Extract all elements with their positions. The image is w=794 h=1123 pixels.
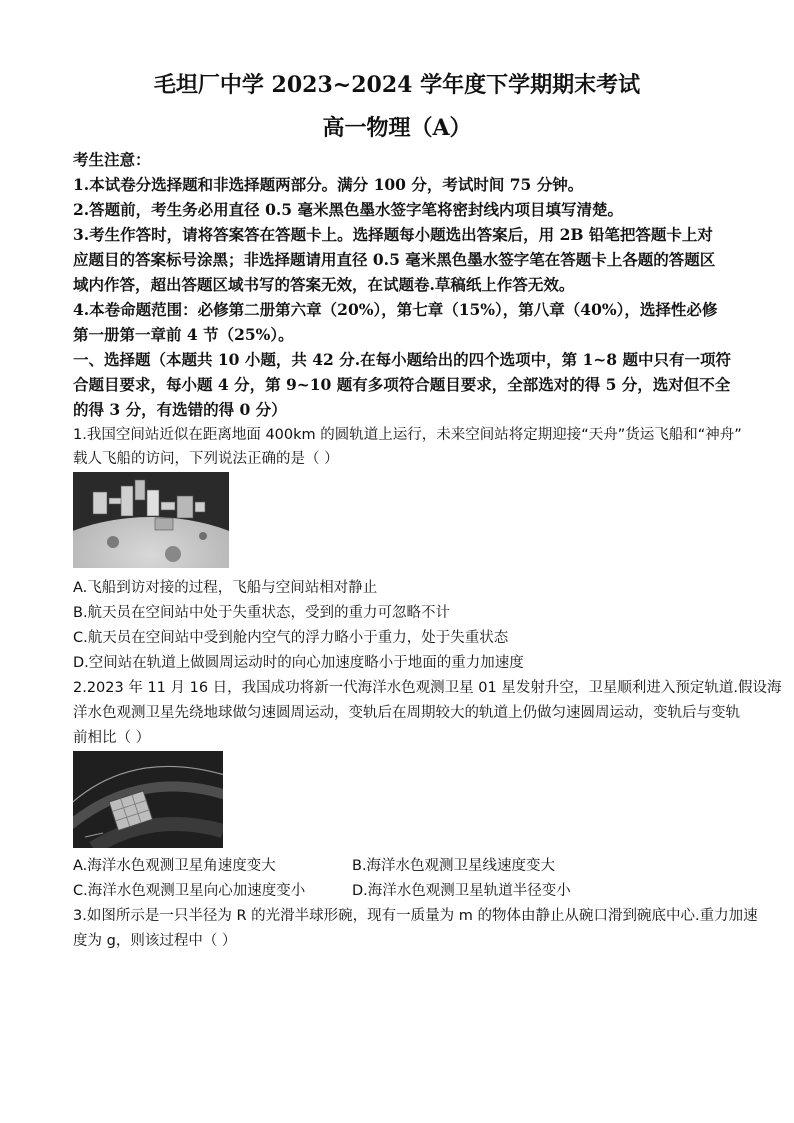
section-heading: 一、选择题（本题共 10 小题，共 42 分.在每小题给出的四个选项中，第 1~8 题中只有一项符 xyxy=(73,350,731,369)
ocean-satellite-image xyxy=(73,751,223,848)
question-2-option-a: A.海洋水色观测卫星角速度变大 xyxy=(73,858,276,874)
notice-line: 3.考生作答时，请将答案答在答题卡上。选择题每小题选出答案后，用 2B 铅笔把答题卡上对 xyxy=(73,225,713,244)
question-2-stem: 洋水色观测卫星先绕地球做匀速圆周运动，变轨后在周期较大的轨道上仍做匀速圆周运动，变轨后与变轨 xyxy=(73,705,740,721)
question-2-option-d: D.海洋水色观测卫星轨道半径变小 xyxy=(352,883,571,899)
question-1-option-c: C.航天员在空间站中受到舱内空气的浮力略小于重力，处于失重状态 xyxy=(73,630,509,646)
ocean-satellite-illustration xyxy=(73,751,223,848)
notice-line: 应题目的答案标号涂黑；非选择题请用直径 0.5 毫米黑色墨水签字笔在答题卡上各题的答题区 xyxy=(73,250,716,269)
space-station-image xyxy=(73,472,229,568)
question-1-stem: 1.我国空间站近似在距离地面 400km 的圆轨道上运行，未来空间站将定期迎接“天舟”货运飞船和“神舟” xyxy=(73,427,742,443)
question-2-option-c: C.海洋水色观测卫星向心加速度变小 xyxy=(73,883,306,899)
notice-line: 2.答题前，考生务必用直径 0.5 毫米黑色墨水签字笔将密封线内项目填写清楚。 xyxy=(73,200,623,219)
section-heading: 合题目要求，每小题 4 分，第 9~10 题有多项符合题目要求，全部选对的得 5 分，选对但不全 xyxy=(73,375,731,394)
question-2-stem: 2.2023 年 11 月 16 日，我国成功将新一代海洋水色观测卫星 01 星发射升空，卫星顺利进入预定轨道.假设海 xyxy=(73,680,782,696)
exam-title: 毛坦厂中学 2023~2024 学年度下学期期末考试 xyxy=(153,72,641,98)
notice-line: 域内作答，超出答题区域书写的答案无效，在试题卷.草稿纸上作答无效。 xyxy=(73,275,575,294)
notice-line: 4.本卷命题范围：必修第二册第六章（20%），第七章（15%），第八章（40%），选择性必修 xyxy=(73,300,718,319)
question-2-stem: 前相比（ ） xyxy=(73,730,151,746)
question-1-option-b: B.航天员在空间站中处于失重状态，受到的重力可忽略不计 xyxy=(73,605,451,621)
question-1-stem: 载人飞船的访问，下列说法正确的是（ ） xyxy=(73,451,339,467)
space-station-illustration xyxy=(73,472,229,568)
notice-line: 第一册第一章前 4 节（25%）。 xyxy=(73,325,294,344)
section-heading: 的得 3 分，有选错的得 0 分） xyxy=(73,400,287,419)
question-3-stem: 3.如图所示是一只半径为 R 的光滑半球形碗，现有一质量为 m 的物体由静止从碗口滑到碗底中心.重力加速 xyxy=(73,908,758,924)
notice-heading: 考生注意： xyxy=(73,150,151,169)
exam-subtitle: 高一物理（A） xyxy=(322,115,472,141)
question-3-stem: 度为 g，则该过程中（ ） xyxy=(73,933,237,949)
question-2-option-b: B.海洋水色观测卫星线速度变大 xyxy=(352,858,556,874)
question-1-option-a: A.飞船到访对接的过程，飞船与空间站相对静止 xyxy=(73,580,378,596)
question-1-option-d: D.空间站在轨道上做圆周运动时的向心加速度略小于地面的重力加速度 xyxy=(73,655,524,671)
notice-line: 1.本试卷分选择题和非选择题两部分。满分 100 分，考试时间 75 分钟。 xyxy=(73,175,584,194)
